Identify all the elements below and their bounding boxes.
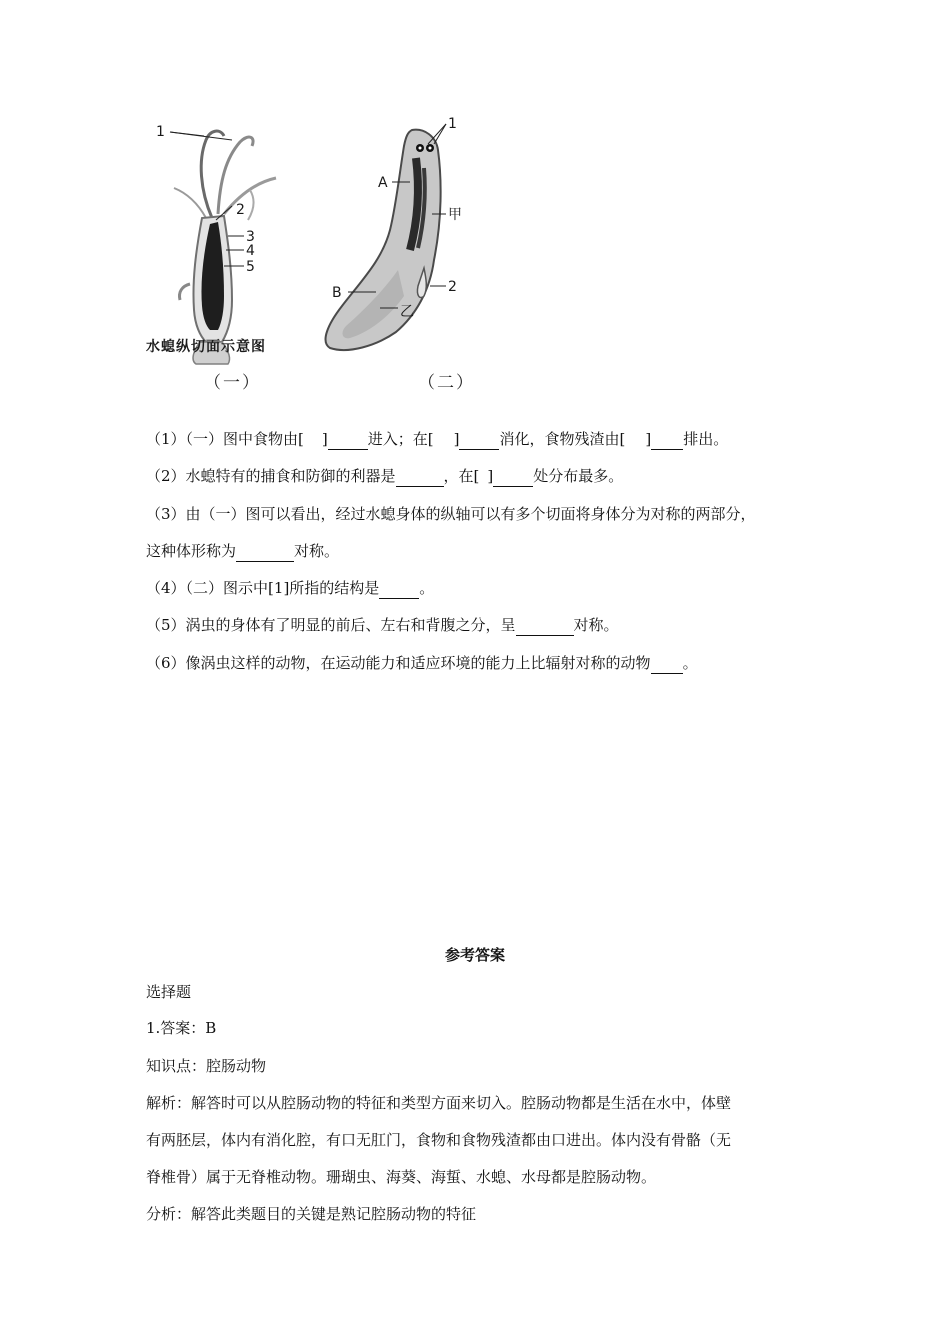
hydra-label-1: 1 [156,124,165,140]
answer-blank[interactable] [236,544,294,562]
answer-knowledge-point: 知识点：腔肠动物 [146,1057,267,1075]
answer-summary: 分析：解答此类题目的关键是熟记腔肠动物的特征 [146,1205,477,1223]
hydra-label-2: 2 [236,202,245,218]
answer-section-type: 选择题 [146,983,192,1001]
figure-1-label: （一） [204,373,261,393]
answer-section-title: 参考答案 [444,946,505,964]
hydra-label-3: 3 [246,229,255,245]
question-3-line-2: 这种体形称为 对称。 [146,542,340,560]
answer-blank[interactable] [651,432,683,450]
answer-blank[interactable] [328,432,368,450]
answer-analysis-line-2: 有两胚层，体内有消化腔，有口无肛门，食物和食物残渣都由口进出。体内没有骨骼（无 [146,1131,732,1149]
planarian-label-2: 2 [448,279,457,295]
hydra-diagram-caption: 水螅纵切面示意图 [146,339,266,355]
answer-blank[interactable] [459,432,499,450]
question-2: （2）水螅特有的捕食和防御的利器是 ，在[ ] 处分布最多。 [146,467,624,485]
hydra-section-diagram [140,110,300,370]
answer-blank[interactable] [651,656,683,674]
question-5: （5）涡虫的身体有了明显的前后、左右和背腹之分，呈 对称。 [146,616,619,634]
answer-blank[interactable] [396,469,444,487]
planarian-label-jia: 甲 [448,207,462,223]
planarian-label-A: A [378,175,388,191]
answer-analysis-line-3: 脊椎骨）属于无脊椎动物。珊瑚虫、海葵、海蜇、水螅、水母都是腔肠动物。 [146,1168,657,1186]
planarian-label-1: 1 [448,116,457,132]
figure-2-label: （二） [418,373,475,393]
answer-blank[interactable] [493,469,533,487]
hydra-label-5: 5 [246,259,255,275]
planarian-diagram [320,110,490,360]
planarian-label-B: B [332,285,342,301]
answer-analysis-line-1: 解析：解答时可以从腔肠动物的特征和类型方面来切入。腔肠动物都是生活在水中，体壁 [146,1094,732,1112]
question-4: （4）（二）图示中[1]所指的结构是 。 [146,579,435,597]
planarian-label-yi: 乙 [400,304,414,320]
question-3-line-1: （3）由（一）图可以看出，经过水螅身体的纵轴可以有多个切面将身体分为对称的两部分， [146,505,756,523]
answer-1: 1.答案：B [146,1019,217,1037]
question-1: （1）（一）图中食物由[ ] 进入；在[ ] 消化，食物残渣由[ ] 排出。 [146,430,729,448]
answer-blank[interactable] [516,618,574,636]
question-6: （6）像涡虫这样的动物，在运动能力和适应环境的能力上比辐射对称的动物 。 [146,654,698,672]
answer-blank[interactable] [379,581,419,599]
hydra-label-4: 4 [246,243,255,259]
